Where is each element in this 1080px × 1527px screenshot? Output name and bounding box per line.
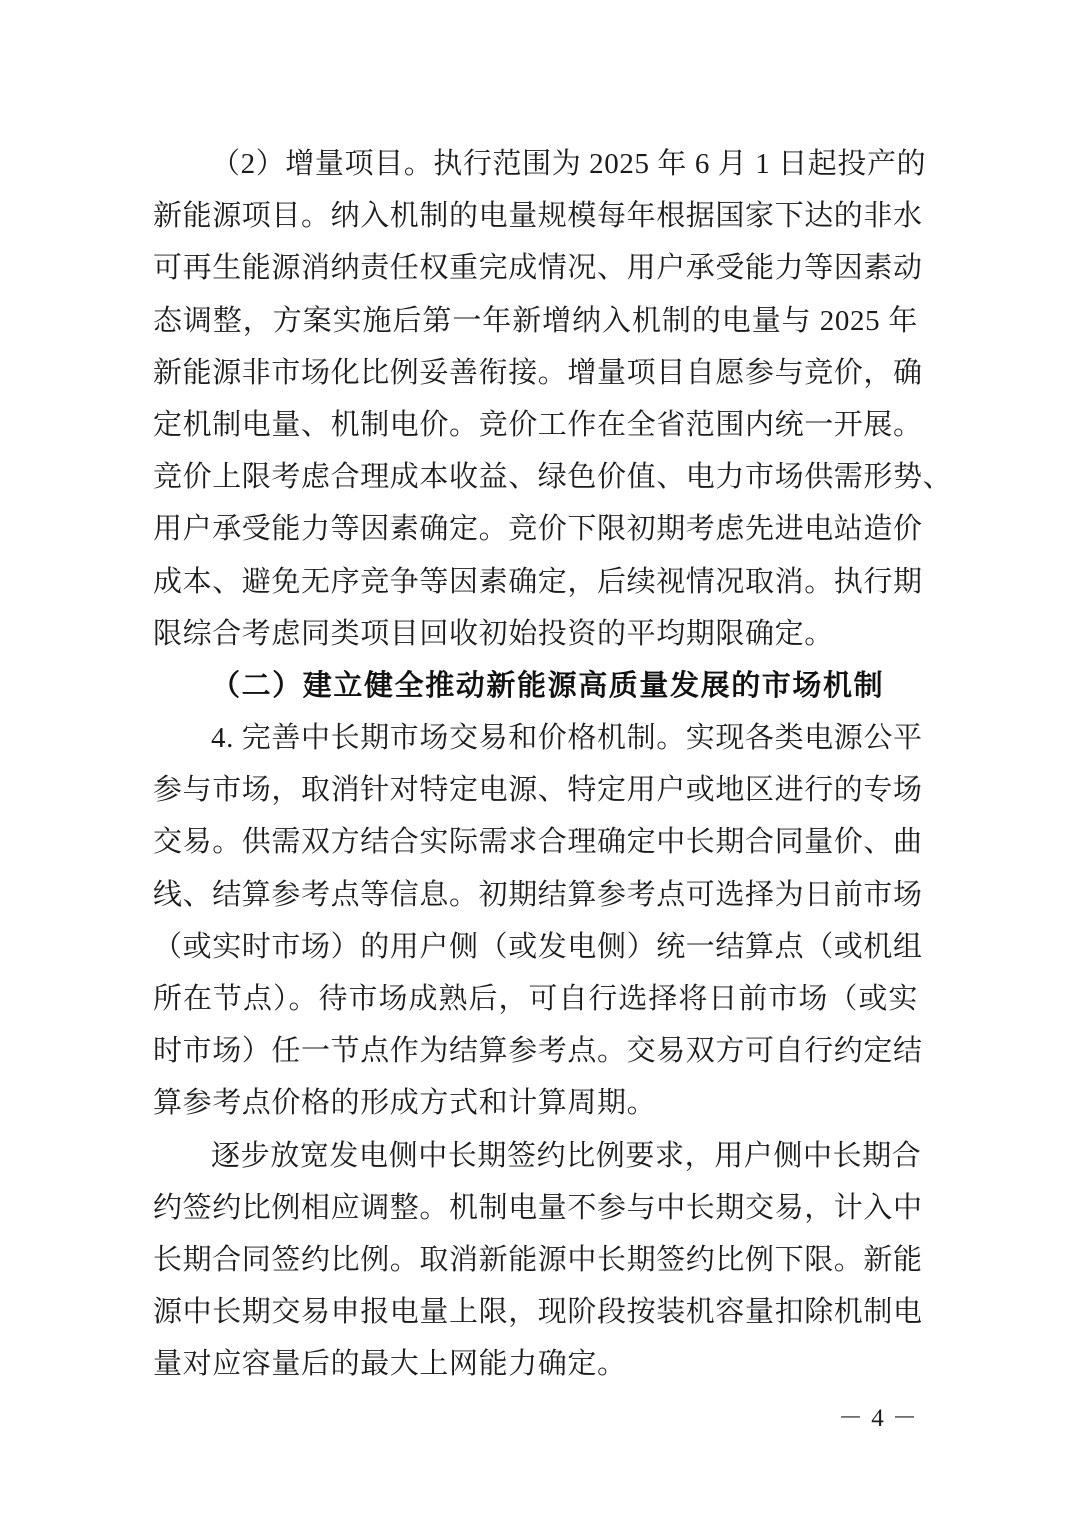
text-line: 量对应容量后的最大上网能力确定。 (153, 1348, 627, 1381)
text-line: 约签约比例相应调整。机制电量不参与中长期交易，计入中 (153, 1191, 923, 1224)
text-line: 定机制电量、机制电价。竞价工作在全省范围内统一开展。 (153, 408, 923, 441)
text-line: 成本、避免无序竞争等因素确定，后续视情况取消。执行期 (153, 565, 923, 598)
text-line: 限综合考虑同类项目回收初始投资的平均期限确定。 (153, 617, 834, 650)
text-line: 新能源非市场化比例妥善衔接。增量项目自愿参与竞价，确 (153, 356, 923, 389)
text-line: 交易。供需双方结合实际需求合理确定中长期合同量价、曲 (153, 826, 923, 859)
text-line: 源中长期交易申报电量上限，现阶段按装机容量扣除机制电 (153, 1296, 923, 1329)
text-line: 时市场）任一节点作为结算参考点。交易双方可自行约定结 (153, 1035, 923, 1068)
text-line: 算参考点价格的形成方式和计算周期。 (153, 1087, 657, 1120)
paragraph (153, 712, 923, 1130)
text-line: 所在节点）。待市场成熟后，可自行选择将日前市场（或实 (153, 983, 918, 1015)
text-line: 参与市场，取消针对特定电源、特定用户或地区进行的专场 (153, 774, 923, 807)
text-line: 态调整，方案实施后第一年新增纳入机制的电量与 2025 年 (153, 304, 918, 337)
text-line: 长期合同签约比例。取消新能源中长期签约比例下限。新能 (153, 1243, 923, 1276)
text-line: 竞价上限考虑合理成本收益、绿色价值、电力市场供需形势、 (153, 461, 953, 494)
text-line: （二）建立健全推动新能源高质量发展的市场机制 (211, 669, 885, 702)
text-line: （或实时市场）的用户侧（或发电侧）统一结算点（或机组 (153, 930, 923, 963)
document-body (153, 138, 953, 1391)
paragraph (153, 1130, 923, 1391)
text-line: （2）增量项目。执行范围为 2025 年 6 月 1 日起投产的 (211, 148, 927, 180)
text-line: 新能源项目。纳入机制的电量规模每年根据国家下达的非水 (153, 200, 923, 233)
text-line: 用户承受能力等因素确定。竞价下限初期考虑先进电站造价 (153, 513, 923, 546)
paragraph (153, 138, 953, 660)
section-heading (153, 660, 918, 712)
text-line: 4. 完善中长期市场交易和价格机制。实现各类电源公平 (211, 722, 923, 755)
page-number: － 4 － (837, 1405, 918, 1432)
text-line: 逐步放宽发电侧中长期签约比例要求，用户侧中长期合 (211, 1139, 922, 1172)
text-line: 线、结算参考点等信息。初期结算参考点可选择为日前市场 (153, 878, 923, 911)
text-line: 可再生能源消纳责任权重完成情况、用户承受能力等因素动 (153, 252, 923, 285)
